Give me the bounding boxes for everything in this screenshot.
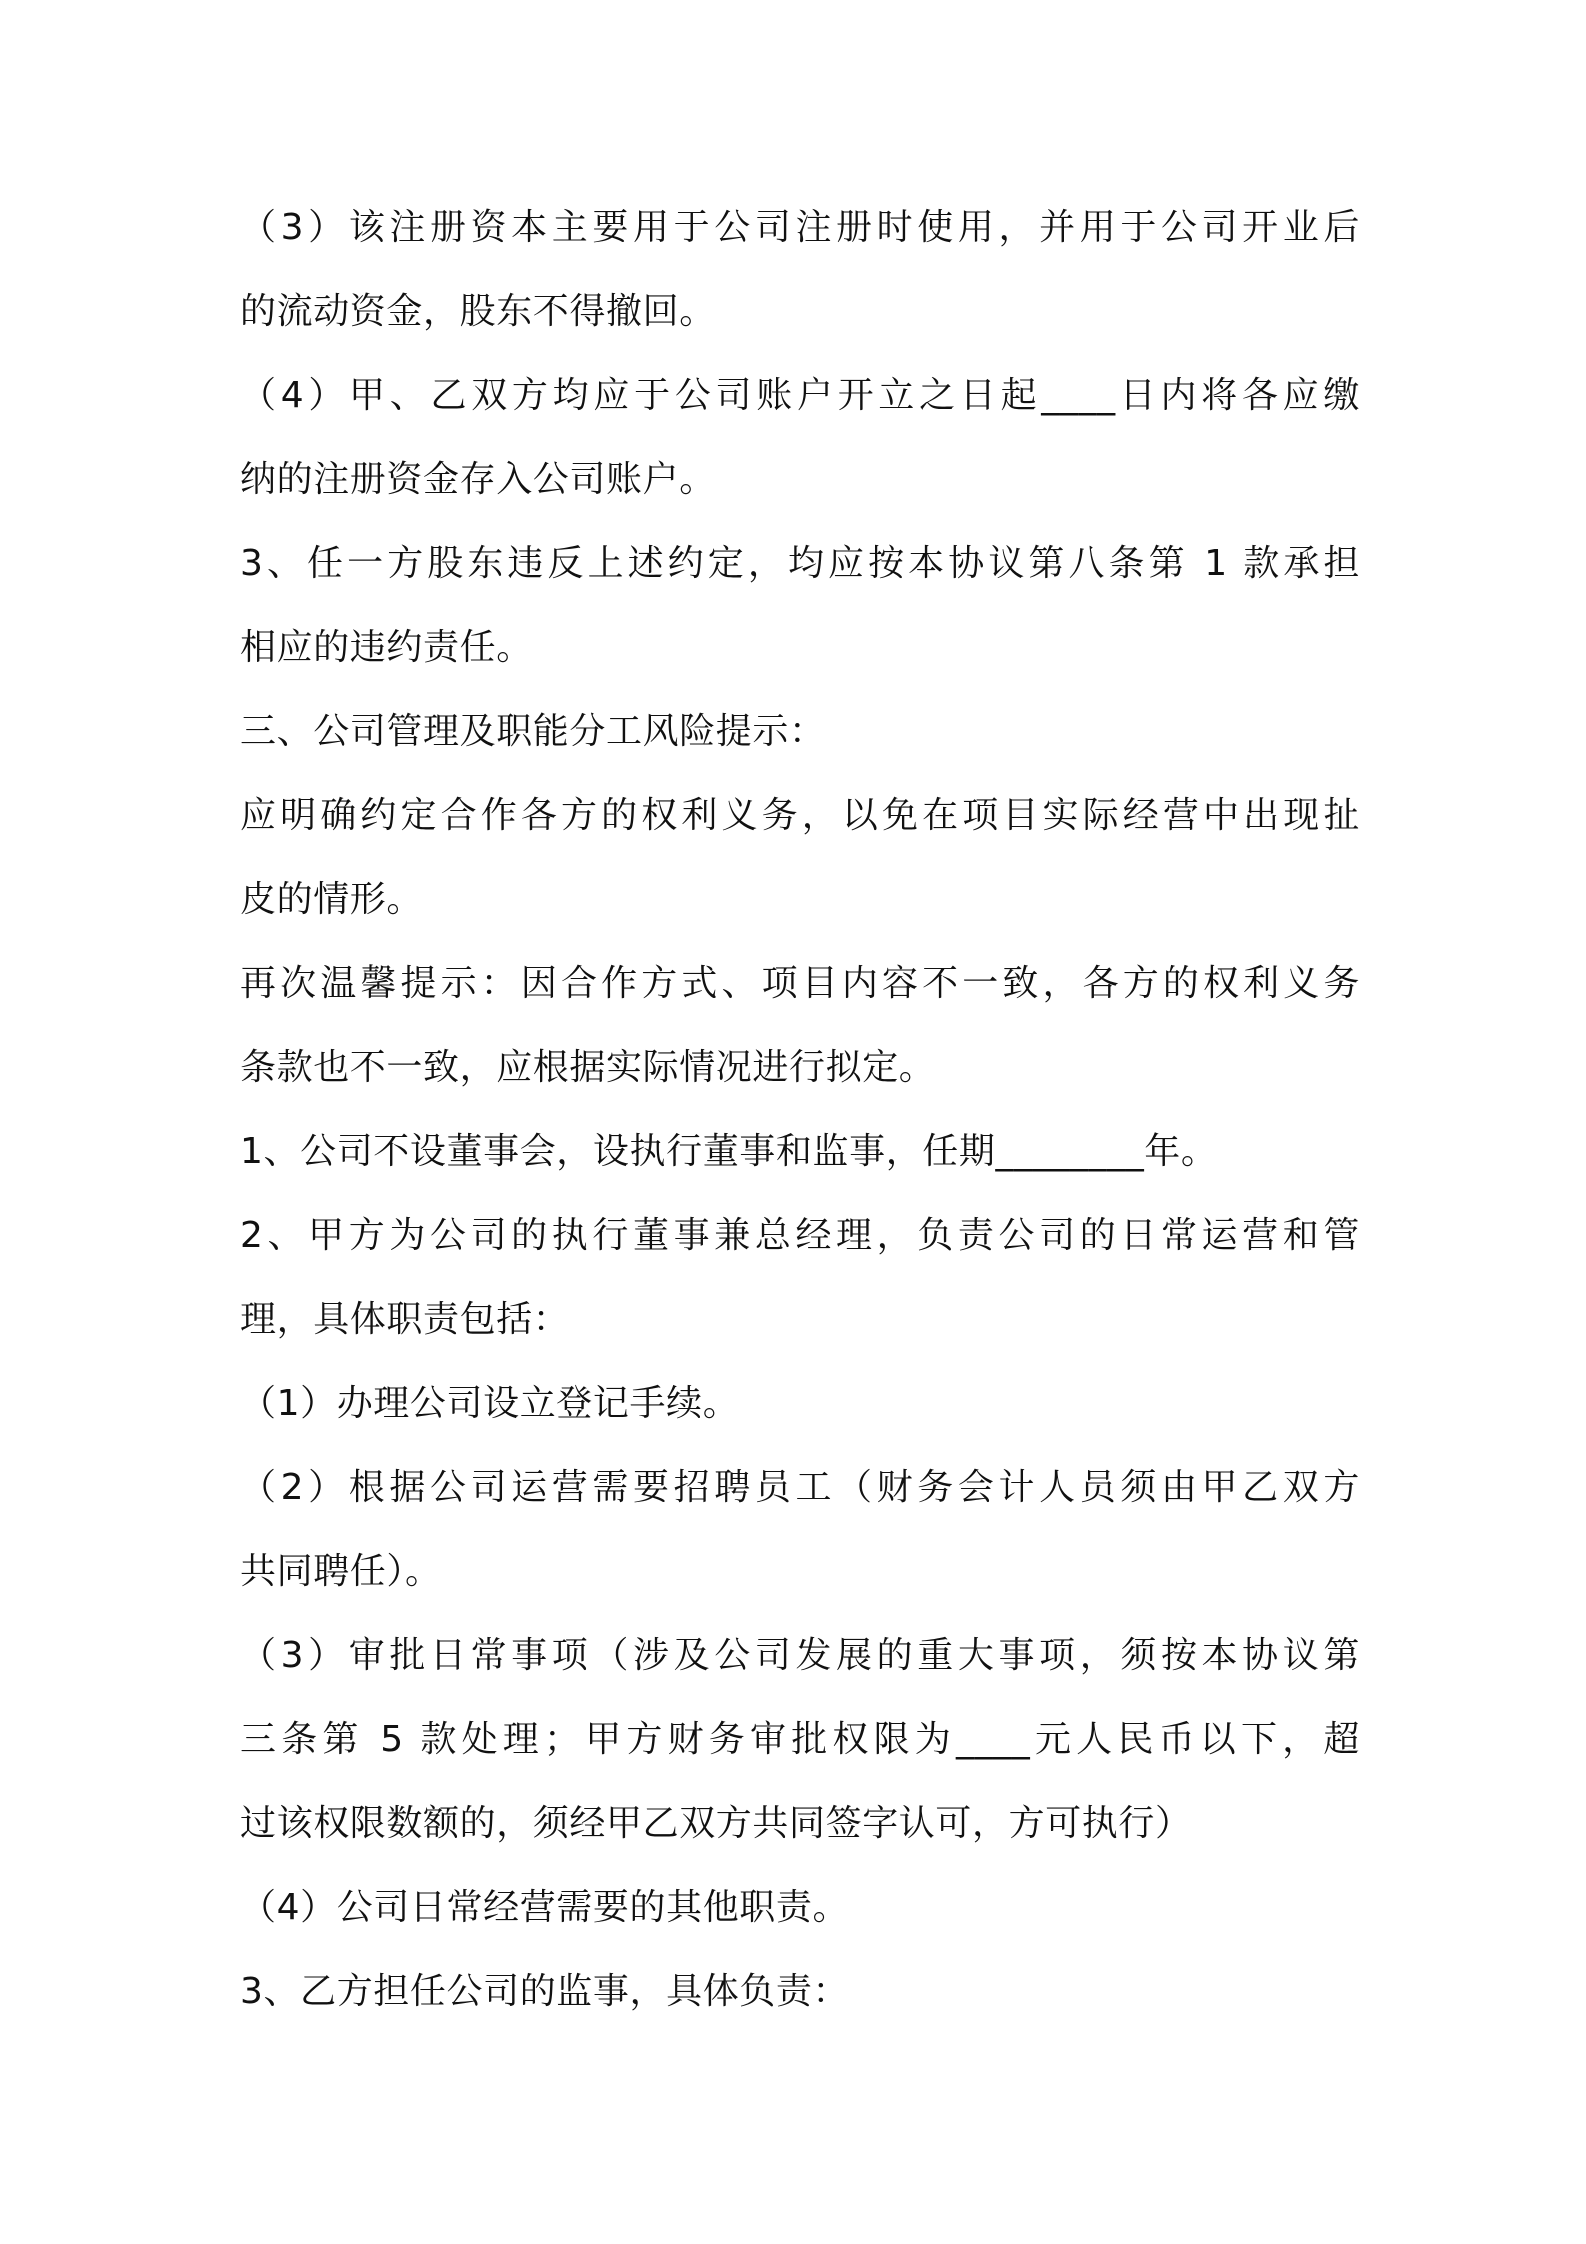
text-line: （4）甲、乙双方均应于公司账户开立之日起____日内将各应缴	[240, 375, 1360, 416]
text-line: （3）审批日常事项（涉及公司发展的重大事项，须按本协议第	[240, 1635, 1360, 1676]
text-line: 1、公司不设董事会，设执行董事和监事，任期________年。	[240, 1131, 1218, 1172]
text-line: 纳的注册资金存入公司账户。	[240, 459, 716, 500]
text-line: （1）办理公司设立登记手续。	[240, 1383, 740, 1424]
text-line: （4）公司日常经营需要的其他职责。	[240, 1887, 850, 1928]
text-line: 皮的情形。	[240, 879, 424, 920]
text-line: （2）根据公司运营需要招聘员工（财务会计人员须由甲乙双方	[240, 1467, 1360, 1508]
text-line: （3）该注册资本主要用于公司注册时使用，并用于公司开业后	[240, 207, 1360, 248]
section-heading: 三、公司管理及职能分工风险提示：	[240, 711, 826, 752]
text-line: 的流动资金，股东不得撤回。	[240, 291, 716, 332]
text-line: 共同聘任）。	[240, 1551, 442, 1592]
text-line: 理，具体职责包括：	[240, 1299, 570, 1340]
text-line: 应明确约定合作各方的权利义务，以免在项目实际经营中出现扯	[240, 795, 1360, 836]
text-line: 2、甲方为公司的执行董事兼总经理，负责公司的日常运营和管	[240, 1215, 1360, 1256]
text-line: 再次温馨提示：因合作方式、项目内容不一致，各方的权利义务	[240, 963, 1360, 1004]
text-line: 相应的违约责任。	[240, 627, 533, 668]
text-line: 3、任一方股东违反上述约定，均应按本协议第八条第 1 款承担	[240, 543, 1360, 584]
text-line: 条款也不一致，应根据实际情况进行拟定。	[240, 1047, 936, 1088]
text-line: 过该权限数额的，须经甲乙双方共同签字认可，方可执行）	[240, 1803, 1192, 1844]
text-line: 3、乙方担任公司的监事，具体负责：	[240, 1971, 850, 2012]
text-line: 三条第 5 款处理；甲方财务审批权限为____元人民币以下，超	[240, 1719, 1360, 1760]
